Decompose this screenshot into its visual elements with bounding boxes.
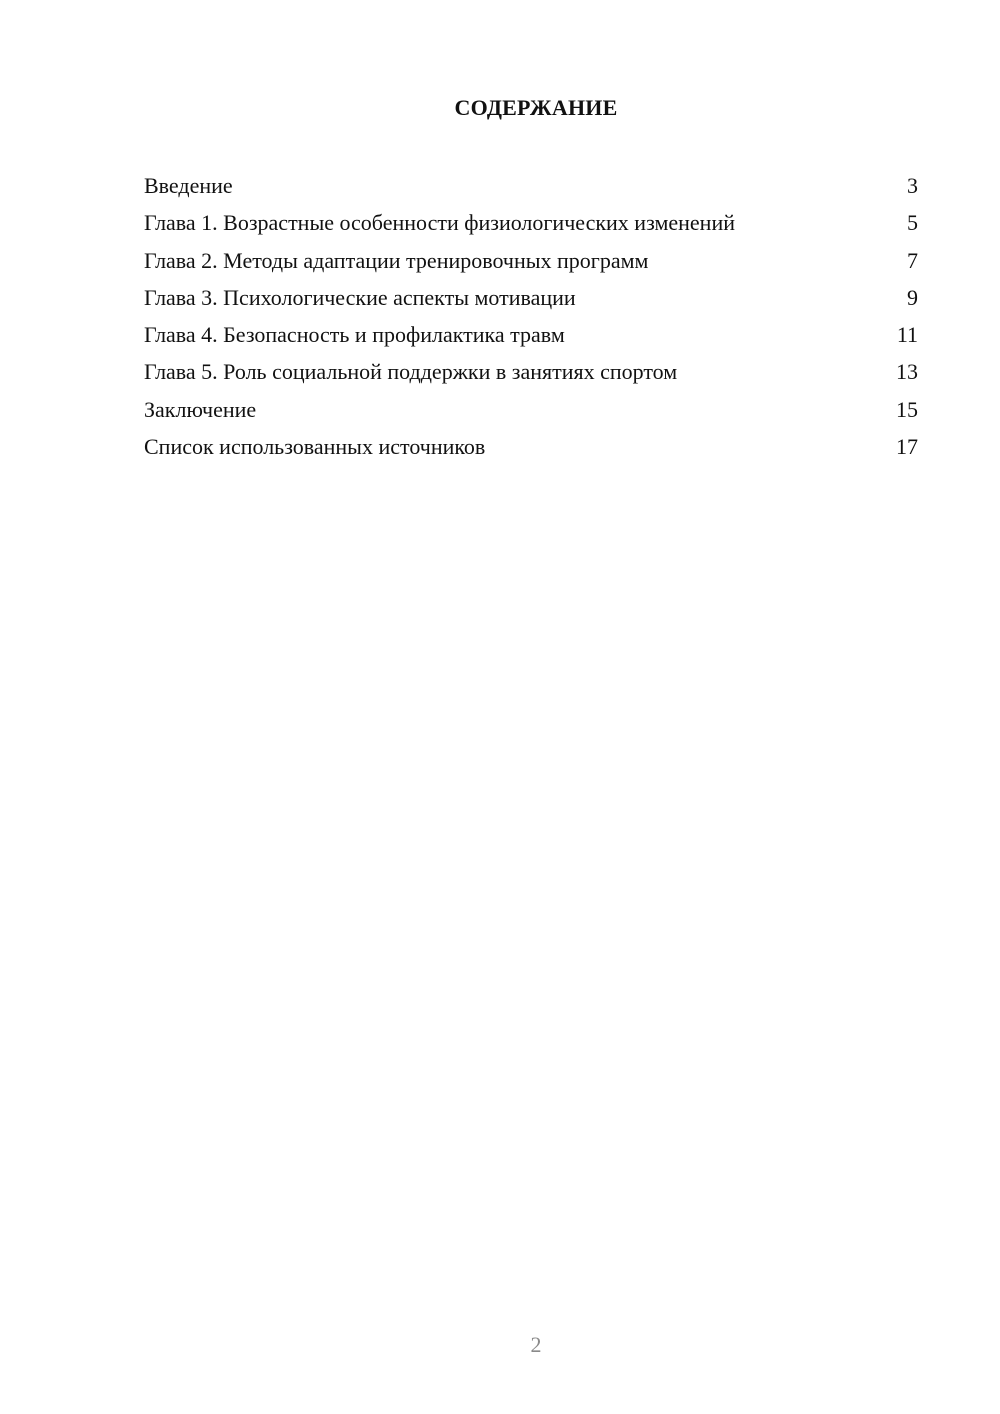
toc-entry-chapter-2 — [144, 242, 918, 279]
toc-entry-page: 7 — [907, 247, 918, 273]
toc-entry-conclusion — [144, 391, 918, 428]
toc-entry-chapter-4 — [144, 316, 918, 353]
toc-entry-page: 17 — [896, 434, 918, 460]
toc-entry-page: 9 — [907, 284, 918, 310]
toc-entry-label: Заключение — [144, 396, 257, 422]
toc-entry-references — [144, 428, 918, 465]
table-of-contents — [144, 167, 918, 465]
page-number: 2 — [530, 1332, 542, 1357]
toc-entry-page: 11 — [896, 322, 918, 348]
toc-entry-label: Глава 4. Безопасность и профилактика травм — [144, 322, 565, 348]
toc-entry-chapter-5 — [144, 353, 918, 390]
toc-entry-label: Глава 5. Роль социальной поддержки в занятиях спортом — [144, 359, 678, 385]
toc-entry-chapter-3 — [144, 279, 918, 316]
toc-entry-page: 3 — [907, 173, 918, 198]
toc-entry-label: Список использованных источников — [144, 434, 486, 460]
toc-title: СОДЕРЖАНИЕ — [454, 95, 618, 120]
toc-entry-label: Глава 2. Методы адаптации тренировочных программ — [144, 247, 649, 273]
toc-entry-label: Глава 3. Психологические аспекты мотивации — [144, 284, 576, 310]
toc-entry-page: 13 — [896, 359, 918, 385]
toc-entry-page: 5 — [907, 210, 918, 236]
toc-entry-page: 15 — [896, 396, 918, 422]
toc-entry-label: Глава 1. Возрастные особенности физиологических изменений — [144, 210, 736, 236]
toc-entry-introduction — [144, 167, 918, 204]
toc-entry-label: Введение — [144, 173, 233, 198]
toc-entry-chapter-1 — [144, 204, 918, 241]
